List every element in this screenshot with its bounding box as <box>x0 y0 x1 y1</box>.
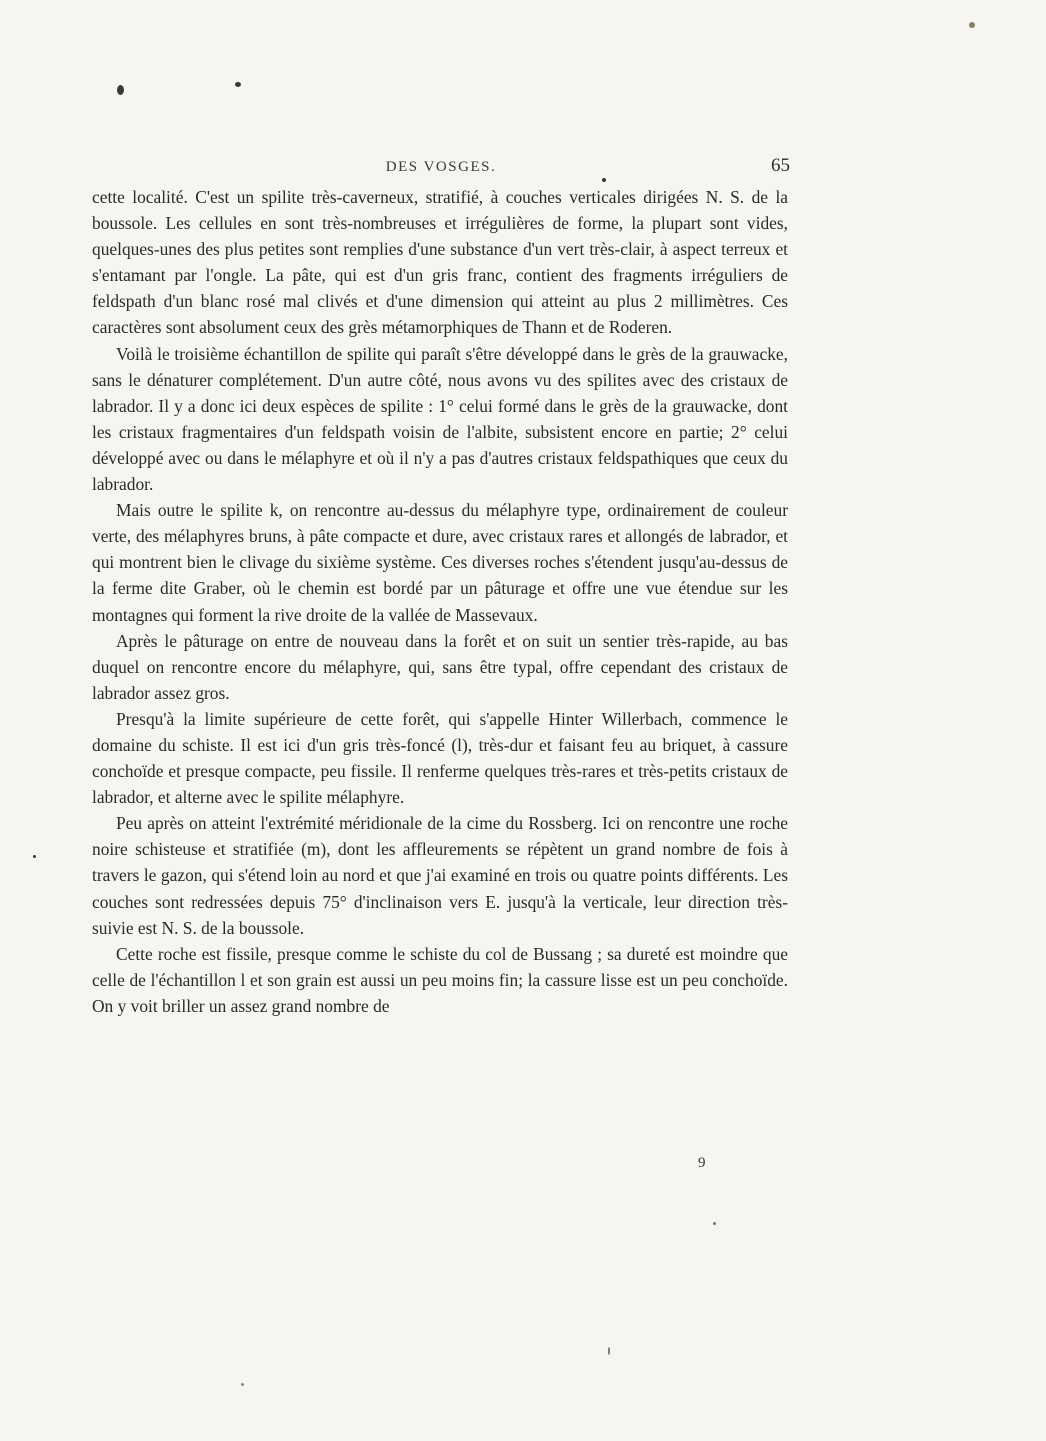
page-number: 65 <box>771 155 790 176</box>
scan-speck <box>713 1222 716 1225</box>
paragraph: Voilà le troisième échantillon de spilite qui paraît s'être développé dans le grès de la grauwacke, sans le dénaturer complétement. D'un autre côté, nous avons vu des spilites avec des cristaux de labrador. Il y a donc ici deux espèces de spilite : 1° celui formé dans le grès de la grauwacke, dont les cristaux fragmentaires d'un feldspath voisin de l'albite, subsistent encore en partie; 2° celui développé avec ou dans le mélaphyre et où il n'y a pas d'autres cristaux feldspathiques que ceux du labrador. <box>92 343 788 495</box>
body-text <box>92 184 788 1019</box>
scan-speck <box>33 855 36 858</box>
scan-speck <box>608 1347 610 1355</box>
scan-speck <box>969 22 975 28</box>
paragraph: Mais outre le spilite k, on rencontre au-dessus du mélaphyre type, ordinairement de couleur verte, des mélaphyres bruns, à pâte compacte et dure, avec cristaux rares et allongés de labrador, et qui montrent bien le clivage du sixième système. Ces diverses roches s'étendent jusqu'au-dessus de la ferme dite Graber, où le chemin est bordé par un pâturage et offre une vue étendue sur les montagnes qui forment la rive droite de la vallée de Massevaux. <box>92 500 788 625</box>
scan-speck <box>235 82 241 87</box>
scan-speck <box>241 1383 244 1386</box>
running-title: DES VOSGES. <box>385 159 497 175</box>
paragraph: Peu après on atteint l'extrémité méridionale de la cime du Rossberg. Ici on rencontre une roche noire schisteuse et stratifiée (m), dont les affleurements se répètent un grand nombre de fois à travers le gazon, qui s'étend loin au nord et que j'ai examiné en trois ou quatre points différents. Les couches sont redressées depuis 75° d'inclinaison vers E. jusqu'à la verticale, leur direction très-suivie est N. S. de la boussole. <box>92 813 788 938</box>
scan-speck <box>117 85 124 95</box>
paragraph: Presqu'à la limite supérieure de cette forêt, qui s'appelle Hinter Willerbach, commence le domaine du schiste. Il est ici d'un gris très-foncé (l), très-dur et faisant feu au briquet, à cassure conchoïde et presque compacte, peu fissile. Il renferme quelques très-rares et très-petits cristaux de labrador, et alterne avec le spilite mélaphyre. <box>92 708 788 808</box>
paragraph: Cette roche est fissile, presque comme le schiste du col de Bussang ; sa dureté est moindre que celle de l'échantillon l et son grain est aussi un peu moins fin; la cassure lisse est un peu conchoïde. On y voit briller un assez grand nombre de <box>92 943 788 1016</box>
paragraph: cette localité. C'est un spilite très-caverneux, stratifié, à couches verticales dirigées N. S. de la boussole. Les cellules en sont très-nombreuses et irrégulières de forme, la plupart sont vides, quelques-unes des plus petites sont remplies d'une substance d'un vert très-clair, à aspect terreux et s'entamant par l'ongle. La pâte, qui est d'un gris franc, contient des fragments irréguliers de feldspath d'un blanc rosé mal clivés et d'une dimension qui atteint au plus 2 millimètres. Ces caractères sont absolument ceux des grès métamorphiques de Thann et de Roderen. <box>92 187 788 338</box>
paragraph: Après le pâturage on entre de nouveau dans la forêt et on suit un sentier très-rapide, au bas duquel on rencontre encore du mélaphyre, qui, sans être typal, offre cependant des cristaux de labrador assez gros. <box>92 630 788 703</box>
signature-mark: 9 <box>698 1155 706 1171</box>
page-header <box>92 155 790 181</box>
